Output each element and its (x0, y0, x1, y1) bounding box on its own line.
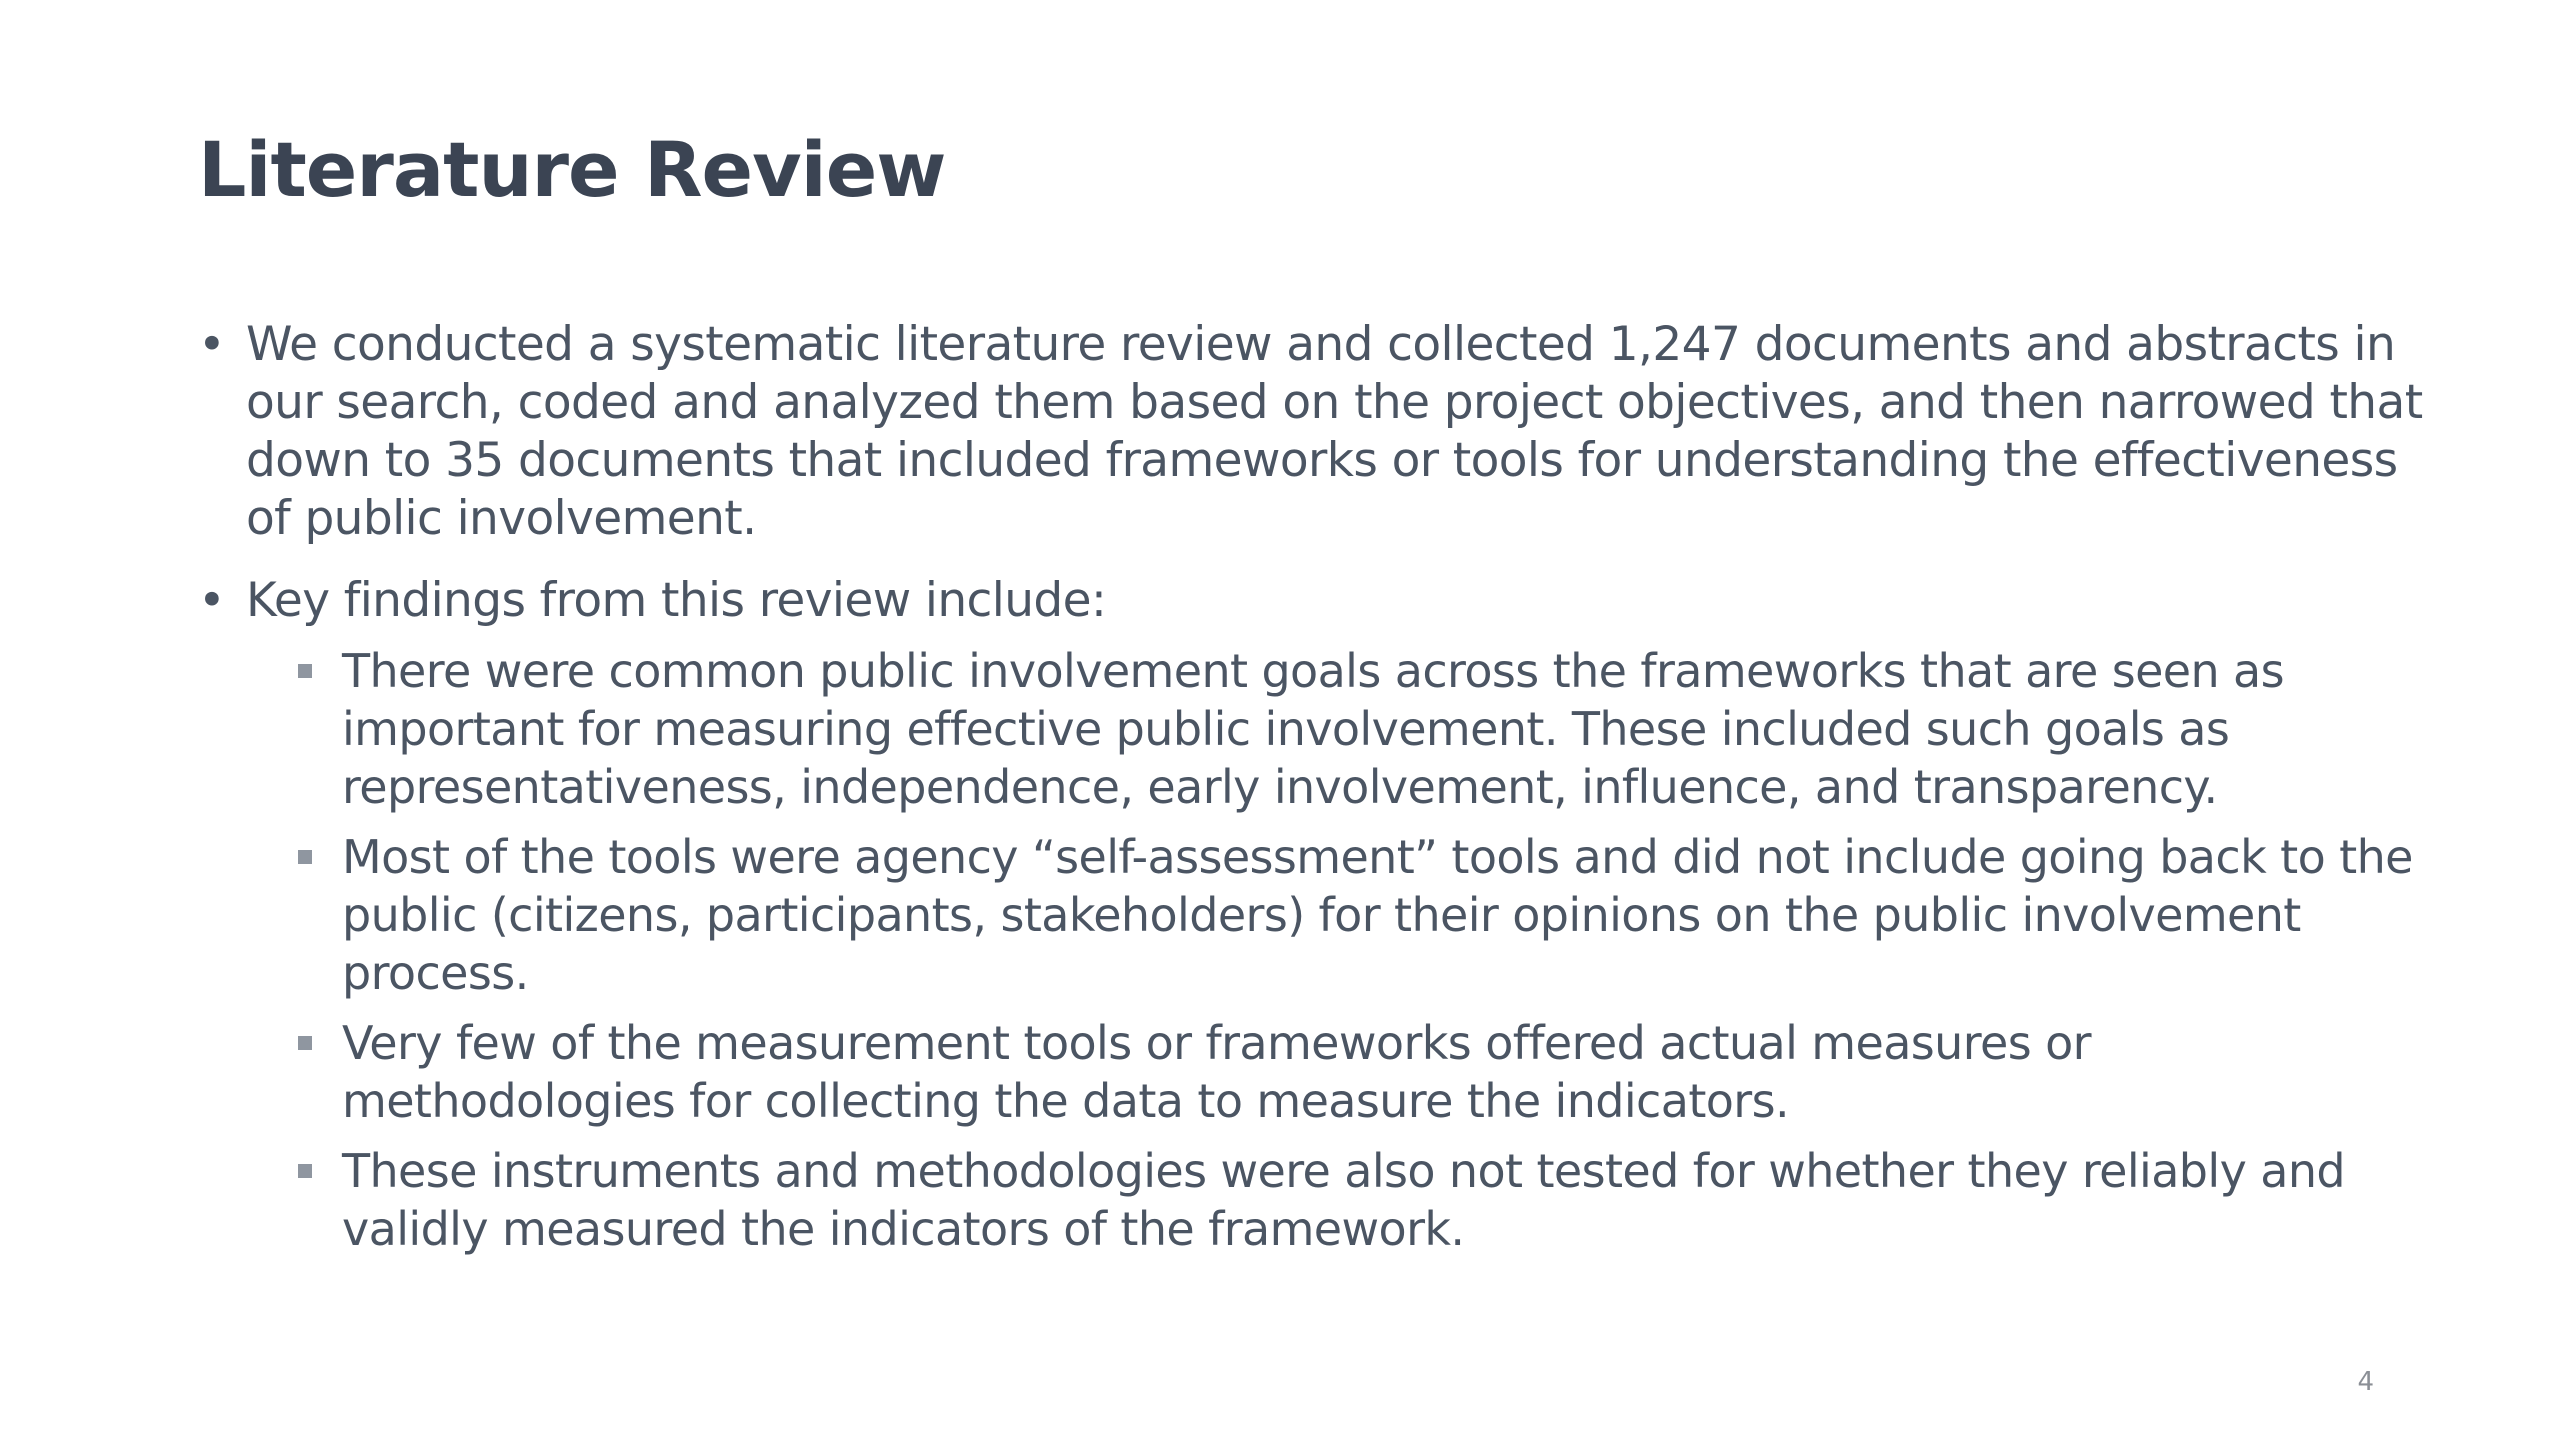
bullet-text: We conducted a systematic literature review and collected 1,247 documents and abstracts in our search, coded and analyzed them based on the project objectives, and then narrowed that down to 35 documents that included frameworks or tools for understanding the effectiveness of public involvement. (246, 317, 2423, 546)
sub-bullet-item (294, 828, 2428, 1002)
sub-bullet-text: These instruments and methodologies were also not tested for whether they reliably and validly measured the indicators of the framework. (342, 1144, 2345, 1256)
square-bullet-icon (298, 1164, 312, 1178)
sub-bullet-item (294, 1142, 2428, 1258)
page-number: 4 (2357, 1367, 2374, 1397)
sub-bullet-item (294, 1014, 2428, 1130)
sub-bullet-list (246, 642, 2428, 1258)
square-bullet-icon (298, 850, 312, 864)
sub-bullet-text: Most of the tools were agency “self-assessment” tools and did not include going back to the public (citizens, participants, stakeholders) for their opinions on the public involvement process. (342, 830, 2413, 1000)
sub-bullet-text: Very few of the measurement tools or frameworks offered actual measures or methodologies for collecting the data to measure the indicators. (342, 1016, 2091, 1128)
bullet-item-literature-review (198, 316, 2428, 548)
bullet-list (198, 316, 2428, 1282)
square-bullet-icon (298, 1036, 312, 1050)
sub-bullet-text: There were common public involvement goals across the frameworks that are seen as important for measuring effective public involvement. These included such goals as representativeness, independence, early involvement, influence, and transparency. (342, 644, 2285, 814)
square-bullet-icon (298, 664, 312, 678)
bullet-text: Key findings from this review include: (246, 573, 1107, 628)
bullet-dot-icon: • (198, 573, 226, 628)
sub-bullet-item (294, 642, 2428, 816)
bullet-item-key-findings (198, 572, 2428, 1258)
slide-title: Literature Review (198, 125, 946, 214)
bullet-dot-icon: • (198, 317, 226, 372)
